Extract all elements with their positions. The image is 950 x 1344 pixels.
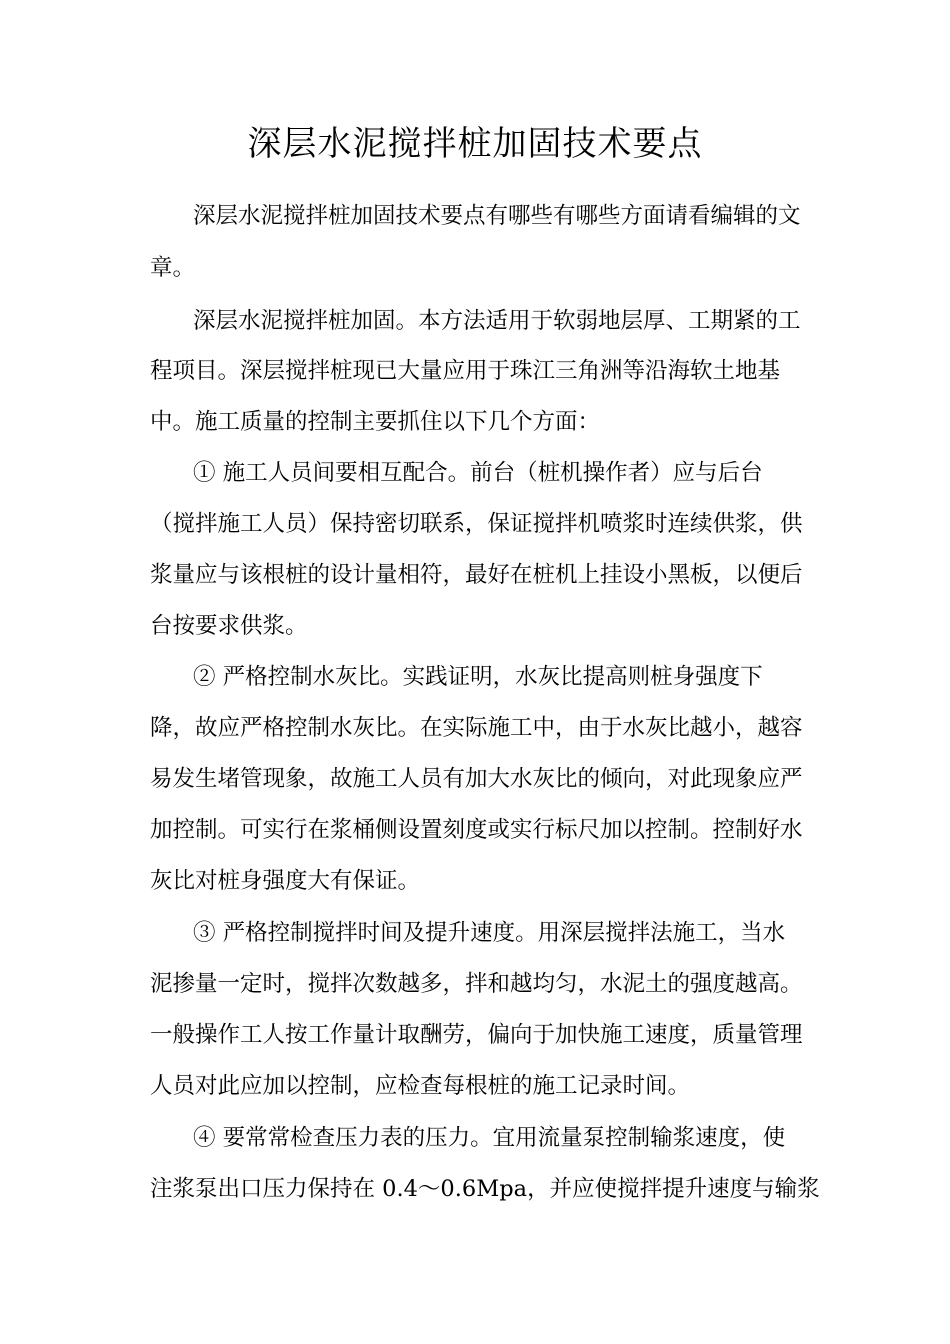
list-item-line: 一般操作工人按工作量计取酬劳，偏向于加快施工速度，质量管理 <box>150 1022 803 1048</box>
paragraph-line: 程项目。深层搅拌桩现已大量应用于珠江三角洲等沿海软土地基 <box>150 358 781 384</box>
list-item-line: 易发生堵管现象，故施工人员有加大水灰比的倾向，对此现象应严 <box>150 766 803 792</box>
paragraph-line: 深层水泥搅拌桩加固技术要点有哪些有哪些方面请看编辑的文 <box>193 203 801 229</box>
list-item-line: 注浆泵出口压力保持在 0.4～0.6Mpa，并应使搅拌提升速度与输浆 <box>150 1176 820 1202</box>
list-item-line: 浆量应与该根桩的设计量相符，最好在桩机上挂设小黑板，以便后 <box>150 562 803 588</box>
list-item-line: 台按要求供浆。 <box>150 613 308 639</box>
list-item-line: 人员对此应加以控制，应检查每根桩的施工记录时间。 <box>150 1073 691 1099</box>
list-item-line: 加控制。可实行在浆桶侧设置刻度或实行标尺加以控制。控制好水 <box>150 817 803 843</box>
list-item-line: 灰比对桩身强度大有保证。 <box>150 868 421 894</box>
list-item-line: 降，故应严格控制水灰比。在实际施工中，由于水灰比越小，越容 <box>150 715 803 741</box>
paragraph-line: 章。 <box>150 255 196 281</box>
list-item-line: 泥掺量一定时，搅拌次数越多，拌和越均匀，水泥土的强度越高。 <box>150 971 803 997</box>
page-title: 深层水泥搅拌桩加固技术要点 <box>247 124 703 164</box>
list-item-line: （搅拌施工人员）保持密切联系，保证搅拌机喷浆时连续供浆，供 <box>150 511 803 537</box>
list-item-line: ④ 要常常检查压力表的压力。宜用流量泵控制输浆速度，使 <box>193 1125 786 1151</box>
list-item-line: ① 施工人员间要相互配合。前台（桩机操作者）应与后台 <box>193 460 763 486</box>
paragraph-line: 深层水泥搅拌桩加固。本方法适用于软弱地层厚、工期紧的工 <box>193 308 801 334</box>
list-item-line: ③ 严格控制搅拌时间及提升速度。用深层搅拌法施工，当水 <box>193 920 786 946</box>
paragraph-line: 中。施工质量的控制主要抓住以下几个方面： <box>150 409 601 435</box>
list-item-line: ② 严格控制水灰比。实践证明，水灰比提高则桩身强度下 <box>193 664 763 690</box>
